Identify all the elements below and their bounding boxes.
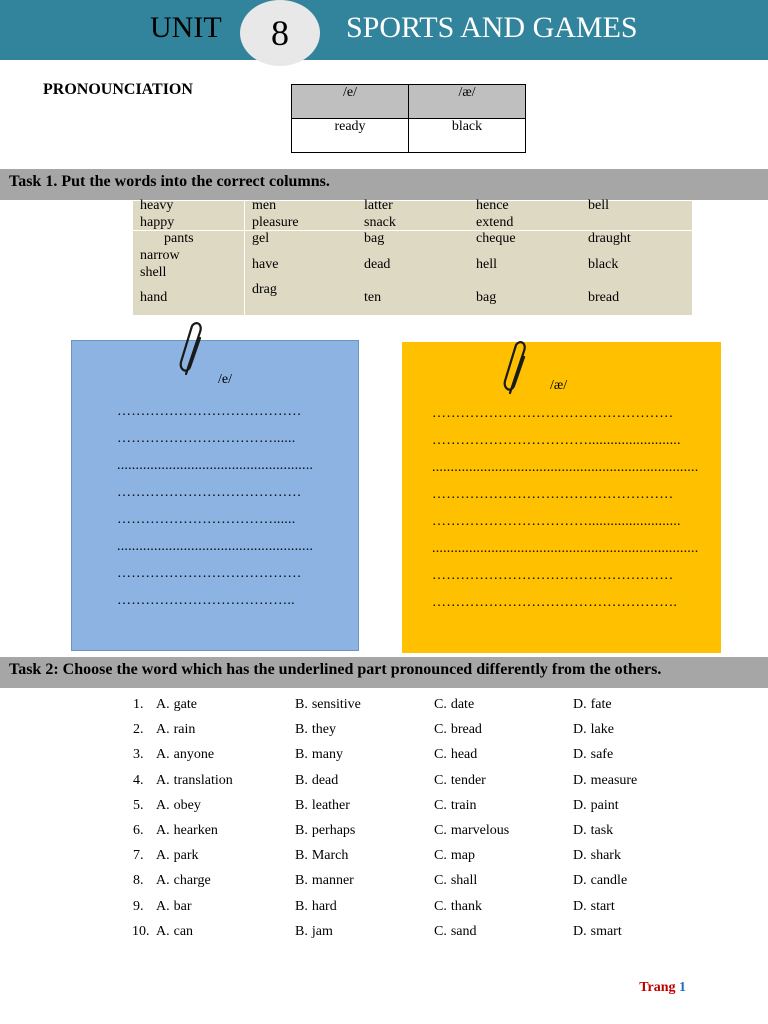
question-row [0, 924, 768, 949]
option-word: smart [590, 923, 622, 939]
option-letter: A. [156, 697, 170, 712]
question-number: 5. [133, 797, 144, 813]
option-word: March [311, 848, 349, 864]
option-b[interactable] [295, 899, 337, 915]
option-c[interactable] [434, 773, 486, 789]
option-d[interactable] [573, 899, 615, 915]
option-letter: C. [434, 697, 447, 712]
question-row [0, 747, 768, 772]
answer-line: ……………………………………………. [432, 595, 678, 610]
option-letter: B. [295, 722, 308, 738]
question-number: 10. [132, 923, 150, 939]
grid-divider [244, 201, 245, 315]
word-item: draught [588, 231, 631, 246]
paperclip-icon [500, 337, 534, 401]
word-item: bag [364, 231, 385, 246]
option-a[interactable] [156, 747, 214, 763]
question-number: 7. [133, 848, 144, 864]
option-word: charge [173, 873, 211, 889]
option-letter: B. [295, 772, 308, 788]
answer-line: ..................................................... [117, 458, 314, 473]
option-word: train [450, 797, 477, 813]
word-item: cheque [476, 231, 516, 246]
option-word: candle [590, 873, 628, 889]
option-letter: D. [573, 697, 587, 712]
option-letter: B. [295, 923, 308, 939]
option-word: fate [590, 697, 612, 712]
option-letter: A. [156, 873, 170, 889]
option-d[interactable] [573, 747, 613, 763]
option-word: measure [590, 772, 638, 788]
option-word: shark [590, 848, 621, 864]
word-item: bread [588, 290, 620, 305]
option-c[interactable] [434, 697, 474, 713]
option-word: map [450, 848, 475, 864]
word-item: hence [476, 198, 509, 213]
option-d[interactable] [573, 924, 622, 940]
option-letter: A. [156, 848, 170, 864]
option-word: gate [173, 697, 197, 712]
option-letter: B. [295, 823, 308, 838]
question-row [0, 798, 768, 823]
answer-line: …………………………………………… [432, 406, 674, 421]
unit-number: 8 [271, 13, 289, 53]
option-letter: D. [573, 722, 587, 738]
option-word: can [173, 923, 194, 939]
option-letter: D. [573, 772, 587, 788]
option-c[interactable] [434, 823, 509, 839]
option-word: dead [311, 772, 339, 788]
option-letter: D. [573, 747, 587, 763]
word-item: black [588, 257, 619, 272]
answer-line: ……………………………...... [117, 512, 296, 527]
option-word: thank [450, 898, 482, 914]
word-item: hell [476, 257, 497, 272]
word-item: latter [364, 198, 393, 213]
word-item: extend [476, 215, 514, 230]
option-letter: C. [434, 823, 447, 838]
option-d[interactable] [573, 722, 614, 738]
word-item: narrow [140, 248, 180, 263]
option-word: they [311, 722, 336, 738]
answer-line: ..................................................... [117, 539, 314, 554]
option-c[interactable] [434, 722, 482, 738]
option-word: task [590, 823, 614, 838]
word-item: heavy [140, 198, 174, 213]
option-word: park [173, 848, 199, 864]
question-number: 3. [133, 747, 144, 763]
option-a[interactable] [156, 823, 218, 839]
option-word: safe [590, 747, 614, 763]
answer-line: ……………………………...... [117, 431, 296, 446]
option-word: date [450, 697, 475, 712]
option-word: sand [450, 923, 477, 939]
question-number: 2. [133, 722, 144, 738]
answer-line: ……………………………….. [117, 593, 295, 608]
option-a[interactable] [156, 697, 197, 713]
option-c[interactable] [434, 924, 477, 940]
option-word: bar [173, 898, 192, 914]
sound-header-ae: /æ/ [409, 85, 526, 119]
option-b[interactable] [295, 722, 336, 738]
option-b[interactable] [295, 823, 355, 839]
option-letter: B. [295, 873, 308, 889]
option-c[interactable] [434, 747, 477, 763]
option-word: marvelous [450, 823, 510, 838]
word-item: men [252, 198, 277, 213]
example-e: ready [292, 119, 409, 153]
question-row [0, 773, 768, 798]
note-e [71, 340, 359, 651]
option-c[interactable] [434, 848, 475, 864]
question-row [0, 873, 768, 898]
question-row [0, 722, 768, 747]
option-letter: C. [434, 747, 447, 763]
option-b[interactable] [295, 747, 343, 763]
note-ae-sound: /æ/ [550, 378, 568, 393]
word-item: have [252, 257, 279, 272]
question-row [0, 697, 768, 722]
word-item: snack [364, 215, 396, 230]
option-a[interactable] [156, 722, 195, 738]
option-word: bread [450, 722, 482, 738]
option-a[interactable] [156, 924, 193, 940]
option-letter: A. [156, 772, 170, 788]
example-ae: black [409, 119, 526, 153]
word-item: ten [364, 290, 382, 305]
option-b[interactable] [295, 873, 354, 889]
option-d[interactable] [573, 697, 612, 713]
option-letter: C. [434, 722, 447, 738]
option-c[interactable] [434, 798, 477, 814]
note-e-sound: /e/ [218, 372, 232, 387]
question-number: 6. [133, 823, 144, 838]
option-c[interactable] [434, 873, 477, 889]
option-letter: B. [295, 697, 308, 712]
option-b[interactable] [295, 697, 361, 713]
question-row [0, 823, 768, 848]
option-b[interactable] [295, 848, 348, 864]
option-word: start [590, 898, 615, 914]
question-number: 4. [133, 772, 144, 788]
answer-line: ........................................................................ [432, 460, 699, 475]
question-row [0, 848, 768, 873]
question-number: 9. [133, 898, 144, 914]
word-item: pleasure [252, 215, 299, 230]
option-word: obey [173, 797, 201, 813]
option-word: paint [590, 797, 619, 813]
answer-line: ........................................................................ [432, 541, 699, 556]
option-letter: A. [156, 722, 170, 738]
option-letter: C. [434, 923, 447, 939]
option-word: hearken [173, 823, 218, 838]
option-d[interactable] [573, 823, 613, 839]
word-item: drag [252, 282, 277, 297]
page-number: 1 [679, 980, 686, 995]
option-word: jam [311, 923, 333, 939]
option-letter: A. [156, 923, 170, 939]
question-number: 1. [133, 697, 144, 712]
option-word: many [311, 747, 343, 763]
word-item: shell [140, 265, 167, 280]
task1-title: Task 1. Put the words into the correct columns. [0, 169, 768, 200]
page-footer [639, 980, 686, 996]
option-word: manner [311, 873, 354, 889]
option-word: hard [311, 898, 337, 914]
option-a[interactable] [156, 848, 199, 864]
option-letter: D. [573, 823, 587, 838]
option-a[interactable] [156, 798, 201, 814]
option-letter: C. [434, 772, 447, 788]
word-item: happy [140, 215, 175, 230]
word-item: gel [252, 231, 270, 246]
pronunciation-label: PRONOUNCIATION [43, 81, 193, 98]
word-item: dead [364, 257, 391, 272]
option-letter: A. [156, 797, 170, 813]
word-item: bell [588, 198, 609, 213]
option-letter: D. [573, 923, 587, 939]
unit-label: UNIT [150, 11, 222, 44]
answer-line: ………………………………… [117, 404, 302, 419]
word-item: pants [164, 231, 194, 246]
answer-line: ………………………………… [117, 566, 302, 581]
option-letter: D. [573, 848, 587, 864]
option-letter: B. [295, 898, 308, 914]
option-letter: C. [434, 848, 447, 864]
option-letter: A. [156, 747, 170, 763]
answer-line: …………………………………………… [432, 487, 674, 502]
option-letter: A. [156, 898, 170, 914]
option-b[interactable] [295, 924, 333, 940]
option-c[interactable] [434, 899, 482, 915]
option-word: lake [590, 722, 614, 738]
option-d[interactable] [573, 873, 627, 889]
option-d[interactable] [573, 798, 619, 814]
sound-header-e: /e/ [292, 85, 409, 119]
option-word: anyone [173, 747, 215, 763]
option-word: leather [311, 797, 350, 813]
note-ae [402, 342, 721, 653]
answer-line: ……………………………......................... [432, 514, 681, 529]
option-b[interactable] [295, 798, 350, 814]
answer-line: …………………………………………… [432, 568, 674, 583]
option-b[interactable] [295, 773, 338, 789]
option-letter: D. [573, 873, 587, 889]
option-a[interactable] [156, 773, 233, 789]
word-item: bag [476, 290, 497, 305]
option-d[interactable] [573, 773, 637, 789]
task2-title: Task 2: Choose the word which has the underlined part pronounced differently from the others. [0, 657, 768, 688]
option-letter: B. [295, 797, 308, 813]
option-word: sensitive [311, 697, 361, 712]
option-letter: C. [434, 797, 447, 813]
option-letter: B. [295, 747, 308, 763]
answer-line: ……………………………......................... [432, 433, 681, 448]
option-letter: A. [156, 823, 170, 838]
option-d[interactable] [573, 848, 621, 864]
paperclip-icon [176, 318, 210, 382]
option-a[interactable] [156, 873, 211, 889]
unit-number-badge [240, 0, 320, 66]
option-letter: C. [434, 898, 447, 914]
footer-label: Trang [639, 980, 676, 995]
option-letter: D. [573, 797, 587, 813]
word-item: hand [140, 290, 168, 305]
option-word: rain [173, 722, 196, 738]
option-letter: C. [434, 873, 447, 889]
question-number: 8. [133, 873, 144, 889]
option-a[interactable] [156, 899, 192, 915]
question-row [0, 899, 768, 924]
option-word: perhaps [311, 823, 356, 838]
pronunciation-table [291, 84, 526, 153]
unit-title: SPORTS AND GAMES [346, 11, 638, 44]
option-letter: D. [573, 898, 587, 914]
option-word: translation [173, 772, 233, 788]
option-word: head [450, 747, 478, 763]
answer-line: ………………………………… [117, 485, 302, 500]
option-word: shall [450, 873, 478, 889]
option-word: tender [450, 772, 486, 788]
option-letter: B. [295, 848, 308, 864]
